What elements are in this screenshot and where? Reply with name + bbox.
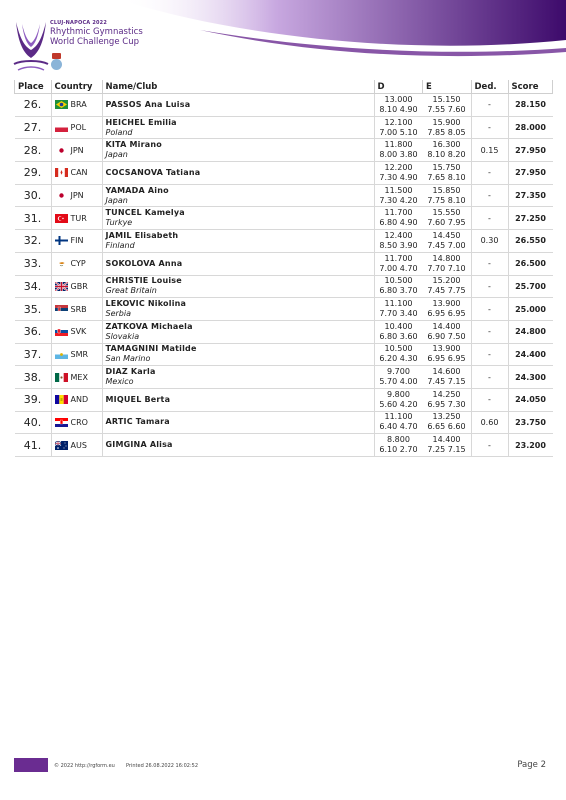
- d-score-cell: [374, 252, 423, 275]
- table-row: [15, 411, 553, 434]
- country-code: AUS: [70, 440, 87, 450]
- country-cell: [51, 207, 102, 230]
- e-total: 13.900: [432, 344, 461, 354]
- d-score-cell: [374, 343, 423, 366]
- athlete-name: DIAZ Karla: [105, 367, 156, 377]
- name-club-cell: [102, 343, 374, 366]
- country-cell: [51, 162, 102, 185]
- can-flag-icon: [55, 168, 68, 177]
- footer-printed: Printed 26.08.2022 16:02:52: [126, 763, 199, 769]
- d-total: 12.100: [384, 117, 413, 127]
- score-cell: 24.400: [508, 343, 553, 366]
- d-total: 11.800: [384, 140, 413, 150]
- e-total: 15.200: [432, 276, 461, 286]
- e-components: 7.45 7.15: [427, 377, 466, 387]
- footer-brand-box: [14, 758, 48, 772]
- place-cell: 30.: [15, 184, 52, 207]
- score-cell: 27.250: [508, 207, 553, 230]
- country-cell: [51, 298, 102, 321]
- place-cell: 36.: [15, 320, 52, 343]
- d-score-cell: [374, 162, 423, 185]
- e-components: 6.90 7.50: [427, 331, 466, 341]
- score-cell: 24.300: [508, 366, 553, 389]
- fin-flag-icon: [55, 236, 68, 245]
- table-row: [15, 139, 553, 162]
- deduction-cell: -: [471, 116, 508, 139]
- table-row: [15, 434, 553, 457]
- e-score-cell: [423, 343, 472, 366]
- d-total: 8.800: [387, 435, 410, 445]
- e-score-cell: [423, 275, 472, 298]
- score-cell: 25.000: [508, 298, 553, 321]
- e-score-cell: [423, 252, 472, 275]
- d-components: 6.80 4.90: [379, 218, 418, 228]
- event-title-line2: World Challenge Cup: [50, 36, 139, 47]
- e-total: 13.900: [432, 299, 461, 309]
- deduction-cell: -: [471, 275, 508, 298]
- name-club-cell: [102, 388, 374, 411]
- e-total: 15.750: [432, 162, 461, 172]
- e-components: 7.60 7.95: [427, 218, 466, 228]
- table-row: [15, 207, 553, 230]
- name-club-cell: [102, 366, 374, 389]
- score-cell: 27.350: [508, 184, 553, 207]
- d-components: 5.60 4.20: [379, 399, 418, 409]
- score-cell: 26.550: [508, 230, 553, 253]
- place-cell: 35.: [15, 298, 52, 321]
- d-components: 5.70 4.00: [379, 377, 418, 387]
- col-name-club: Name/Club: [102, 80, 374, 94]
- deduction-cell: -: [471, 388, 508, 411]
- score-cell: 27.950: [508, 139, 553, 162]
- e-components: 6.65 6.60: [427, 422, 466, 432]
- country-cell: [51, 184, 102, 207]
- table-row: [15, 388, 553, 411]
- place-cell: 27.: [15, 116, 52, 139]
- e-score-cell: [423, 139, 472, 162]
- svk-flag-icon: [55, 327, 68, 336]
- table-row: [15, 162, 553, 185]
- d-components: 7.00 4.70: [379, 263, 418, 273]
- place-cell: 32.: [15, 230, 52, 253]
- deduction-cell: -: [471, 366, 508, 389]
- d-components: 6.40 4.70: [379, 422, 418, 432]
- athlete-name: TUNCEL Kamelya: [105, 208, 185, 218]
- e-components: 7.85 8.05: [427, 127, 466, 137]
- e-score-cell: [423, 94, 472, 117]
- country-code: SMR: [70, 349, 89, 359]
- page-number: Page 2: [517, 760, 546, 770]
- col-e: E: [423, 80, 472, 94]
- athlete-name: PASSOS Ana Luisa: [105, 99, 191, 109]
- athlete-name: JAMIL Elisabeth: [105, 230, 179, 240]
- d-total: 11.700: [384, 253, 413, 263]
- name-club-cell: [102, 230, 374, 253]
- d-components: 6.20 4.30: [379, 354, 418, 364]
- d-score-cell: [374, 411, 423, 434]
- deduction-cell: -: [471, 162, 508, 185]
- name-club-cell: [102, 94, 374, 117]
- athlete-club: Slovakia: [105, 331, 140, 341]
- country-code: CRO: [70, 417, 88, 427]
- table-row: [15, 230, 553, 253]
- athlete-name: CHRISTIE Louise: [105, 276, 182, 286]
- country-cell: [51, 139, 102, 162]
- aus-flag-icon: [55, 441, 68, 450]
- country-cell: [51, 434, 102, 457]
- name-club-cell: [102, 116, 374, 139]
- country-cell: [51, 411, 102, 434]
- d-components: 7.30 4.20: [379, 195, 418, 205]
- athlete-club: Great Britain: [105, 286, 157, 296]
- e-score-cell: [423, 230, 472, 253]
- jpn-flag-icon: [55, 191, 68, 200]
- e-components: 7.75 8.10: [427, 195, 466, 205]
- e-score-cell: [423, 207, 472, 230]
- e-total: 16.300: [432, 140, 461, 150]
- col-ded: Ded.: [471, 80, 508, 94]
- e-score-cell: [423, 434, 472, 457]
- d-total: 11.100: [384, 412, 413, 422]
- athlete-name: HEICHEL Emilia: [105, 117, 177, 127]
- d-score-cell: [374, 207, 423, 230]
- smr-flag-icon: [55, 350, 68, 359]
- deduction-cell: -: [471, 434, 508, 457]
- d-components: 8.10 4.90: [379, 104, 418, 114]
- name-club-cell: [102, 139, 374, 162]
- e-total: 15.550: [432, 208, 461, 218]
- e-components: 7.45 7.00: [427, 240, 466, 250]
- jpn-flag-icon: [55, 146, 68, 155]
- deduction-cell: -: [471, 320, 508, 343]
- e-components: 8.10 8.20: [427, 150, 466, 160]
- srb-flag-icon: [55, 305, 68, 314]
- name-club-cell: [102, 184, 374, 207]
- athlete-club: Japan: [105, 150, 128, 160]
- d-total: 9.700: [387, 367, 410, 377]
- e-components: 7.45 7.75: [427, 286, 466, 296]
- place-cell: 38.: [15, 366, 52, 389]
- d-total: 10.500: [384, 276, 413, 286]
- country-cell: [51, 320, 102, 343]
- d-score-cell: [374, 366, 423, 389]
- country-cell: [51, 343, 102, 366]
- athlete-club: Turkye: [105, 218, 133, 228]
- deduction-cell: 0.30: [471, 230, 508, 253]
- d-components: 7.00 5.10: [379, 127, 418, 137]
- country-cell: [51, 252, 102, 275]
- e-total: 15.900: [432, 117, 461, 127]
- athlete-club: Finland: [105, 240, 135, 250]
- e-components: 6.95 6.95: [427, 309, 466, 319]
- d-score-cell: [374, 320, 423, 343]
- d-score-cell: [374, 388, 423, 411]
- e-score-cell: [423, 366, 472, 389]
- deduction-cell: -: [471, 343, 508, 366]
- country-code: GBR: [70, 281, 88, 291]
- deduction-cell: -: [471, 184, 508, 207]
- d-components: 6.80 3.70: [379, 286, 418, 296]
- table-row: [15, 366, 553, 389]
- country-code: JPN: [70, 191, 84, 201]
- place-cell: 41.: [15, 434, 52, 457]
- event-logo: [12, 20, 50, 72]
- tur-flag-icon: [55, 214, 68, 223]
- score-cell: 24.050: [508, 388, 553, 411]
- d-total: 12.200: [384, 162, 413, 172]
- place-cell: 29.: [15, 162, 52, 185]
- e-score-cell: [423, 411, 472, 434]
- athlete-club: Poland: [105, 127, 133, 137]
- country-code: TUR: [70, 213, 87, 223]
- country-cell: [51, 388, 102, 411]
- d-total: 11.500: [384, 185, 413, 195]
- cyp-flag-icon: [55, 259, 68, 268]
- place-cell: 26.: [15, 94, 52, 117]
- athlete-club: San Marino: [105, 354, 151, 364]
- pol-flag-icon: [55, 123, 68, 132]
- d-score-cell: [374, 116, 423, 139]
- athlete-name: GIMGINA Alisa: [105, 440, 173, 450]
- table-row: [15, 298, 553, 321]
- d-components: 8.00 3.80: [379, 150, 418, 160]
- d-total: 9.800: [387, 389, 410, 399]
- event-title: [50, 28, 143, 47]
- mex-flag-icon: [55, 373, 68, 382]
- country-cell: [51, 116, 102, 139]
- place-cell: 39.: [15, 388, 52, 411]
- name-club-cell: [102, 207, 374, 230]
- athlete-name: TAMAGNINI Matilde: [105, 344, 197, 354]
- country-cell: [51, 366, 102, 389]
- e-score-cell: [423, 184, 472, 207]
- athlete-name: COCSANOVA Tatiana: [105, 167, 201, 177]
- d-score-cell: [374, 275, 423, 298]
- and-flag-icon: [55, 395, 68, 404]
- athlete-club: Serbia: [105, 309, 131, 319]
- d-components: 6.10 2.70: [379, 445, 418, 455]
- name-club-cell: [102, 252, 374, 275]
- d-components: 7.70 3.40: [379, 309, 418, 319]
- country-code: CYP: [70, 259, 86, 269]
- country-code: MEX: [70, 372, 88, 382]
- country-code: JPN: [70, 145, 84, 155]
- country-cell: [51, 275, 102, 298]
- e-total: 15.850: [432, 185, 461, 195]
- place-cell: 28.: [15, 139, 52, 162]
- footer-copyright: © 2022 http://rgform.eu: [54, 763, 115, 769]
- table-header-row: [15, 80, 553, 94]
- deduction-cell: -: [471, 94, 508, 117]
- e-total: 13.250: [432, 412, 461, 422]
- score-cell: 25.700: [508, 275, 553, 298]
- d-score-cell: [374, 139, 423, 162]
- score-cell: 26.500: [508, 252, 553, 275]
- country-code: FIN: [70, 236, 84, 246]
- country-code: BRA: [70, 100, 87, 110]
- e-total: 14.600: [432, 367, 461, 377]
- table-row: [15, 116, 553, 139]
- e-score-cell: [423, 320, 472, 343]
- deduction-cell: 0.15: [471, 139, 508, 162]
- gbr-flag-icon: [55, 282, 68, 291]
- place-cell: 33.: [15, 252, 52, 275]
- score-cell: 28.150: [508, 94, 553, 117]
- d-total: 10.400: [384, 321, 413, 331]
- d-components: 6.80 3.60: [379, 331, 418, 341]
- d-score-cell: [374, 298, 423, 321]
- table-row: [15, 320, 553, 343]
- page-footer: [14, 758, 554, 772]
- d-score-cell: [374, 94, 423, 117]
- country-code: AND: [70, 395, 89, 405]
- athlete-name: ZATKOVA Michaela: [105, 321, 193, 331]
- athlete-name: MIQUEL Berta: [105, 394, 171, 404]
- e-total: 14.250: [432, 389, 461, 399]
- cro-flag-icon: [55, 418, 68, 427]
- athlete-name: KITA Mirano: [105, 140, 162, 150]
- place-cell: 40.: [15, 411, 52, 434]
- d-total: 11.700: [384, 208, 413, 218]
- athlete-name: YAMADA Aino: [105, 185, 169, 195]
- col-score: Score: [508, 80, 553, 94]
- e-score-cell: [423, 116, 472, 139]
- name-club-cell: [102, 275, 374, 298]
- results-body: [15, 94, 553, 457]
- deduction-cell: -: [471, 207, 508, 230]
- name-club-cell: [102, 411, 374, 434]
- d-score-cell: [374, 434, 423, 457]
- d-total: 11.100: [384, 299, 413, 309]
- event-title-line1: Rhythmic Gymnastics: [50, 27, 143, 37]
- deduction-cell: 0.60: [471, 411, 508, 434]
- table-row: [15, 94, 553, 117]
- deduction-cell: -: [471, 252, 508, 275]
- col-place: Place: [15, 80, 52, 94]
- d-total: 10.500: [384, 344, 413, 354]
- table-row: [15, 275, 553, 298]
- d-total: 12.400: [384, 230, 413, 240]
- e-score-cell: [423, 162, 472, 185]
- event-subtitle: CLUJ-NAPOCA 2022: [50, 20, 108, 26]
- page-header: [0, 0, 566, 80]
- e-components: 6.95 7.30: [427, 399, 466, 409]
- athlete-name: LEKOVIC Nikolina: [105, 299, 187, 309]
- country-cell: [51, 230, 102, 253]
- results-table: [14, 80, 553, 457]
- table-row: [15, 184, 553, 207]
- e-total: 14.400: [432, 435, 461, 445]
- e-score-cell: [423, 388, 472, 411]
- country-code: CAN: [70, 168, 88, 178]
- e-total: 15.150: [432, 94, 461, 104]
- e-total: 14.400: [432, 321, 461, 331]
- athlete-club: Japan: [105, 195, 128, 205]
- athlete-name: ARTIC Tamara: [105, 417, 170, 427]
- country-code: SRB: [70, 304, 87, 314]
- score-cell: 23.750: [508, 411, 553, 434]
- score-cell: 23.200: [508, 434, 553, 457]
- d-components: 7.30 4.90: [379, 172, 418, 182]
- name-club-cell: [102, 298, 374, 321]
- score-cell: 24.800: [508, 320, 553, 343]
- table-row: [15, 343, 553, 366]
- bra-flag-icon: [55, 100, 68, 109]
- score-cell: 28.000: [508, 116, 553, 139]
- deduction-cell: -: [471, 298, 508, 321]
- country-code: SVK: [70, 327, 87, 337]
- e-total: 14.450: [432, 230, 461, 240]
- col-country: Country: [51, 80, 102, 94]
- col-d: D: [374, 80, 423, 94]
- name-club-cell: [102, 320, 374, 343]
- d-components: 8.50 3.90: [379, 240, 418, 250]
- d-total: 13.000: [384, 94, 413, 104]
- d-score-cell: [374, 184, 423, 207]
- e-score-cell: [423, 298, 472, 321]
- country-cell: [51, 94, 102, 117]
- athlete-name: SOKOLOVA Anna: [105, 258, 183, 268]
- score-cell: 27.950: [508, 162, 553, 185]
- name-club-cell: [102, 162, 374, 185]
- place-cell: 37.: [15, 343, 52, 366]
- e-components: 7.65 8.10: [427, 172, 466, 182]
- d-score-cell: [374, 230, 423, 253]
- e-components: 6.95 6.95: [427, 354, 466, 364]
- e-components: 7.55 7.60: [427, 104, 466, 114]
- country-code: POL: [70, 123, 87, 133]
- e-total: 14.800: [432, 253, 461, 263]
- name-club-cell: [102, 434, 374, 457]
- place-cell: 34.: [15, 275, 52, 298]
- place-cell: 31.: [15, 207, 52, 230]
- athlete-club: Mexico: [105, 377, 134, 387]
- sponsor-emblem: [51, 59, 62, 70]
- e-components: 7.25 7.15: [427, 445, 466, 455]
- e-components: 7.70 7.10: [427, 263, 466, 273]
- table-row: [15, 252, 553, 275]
